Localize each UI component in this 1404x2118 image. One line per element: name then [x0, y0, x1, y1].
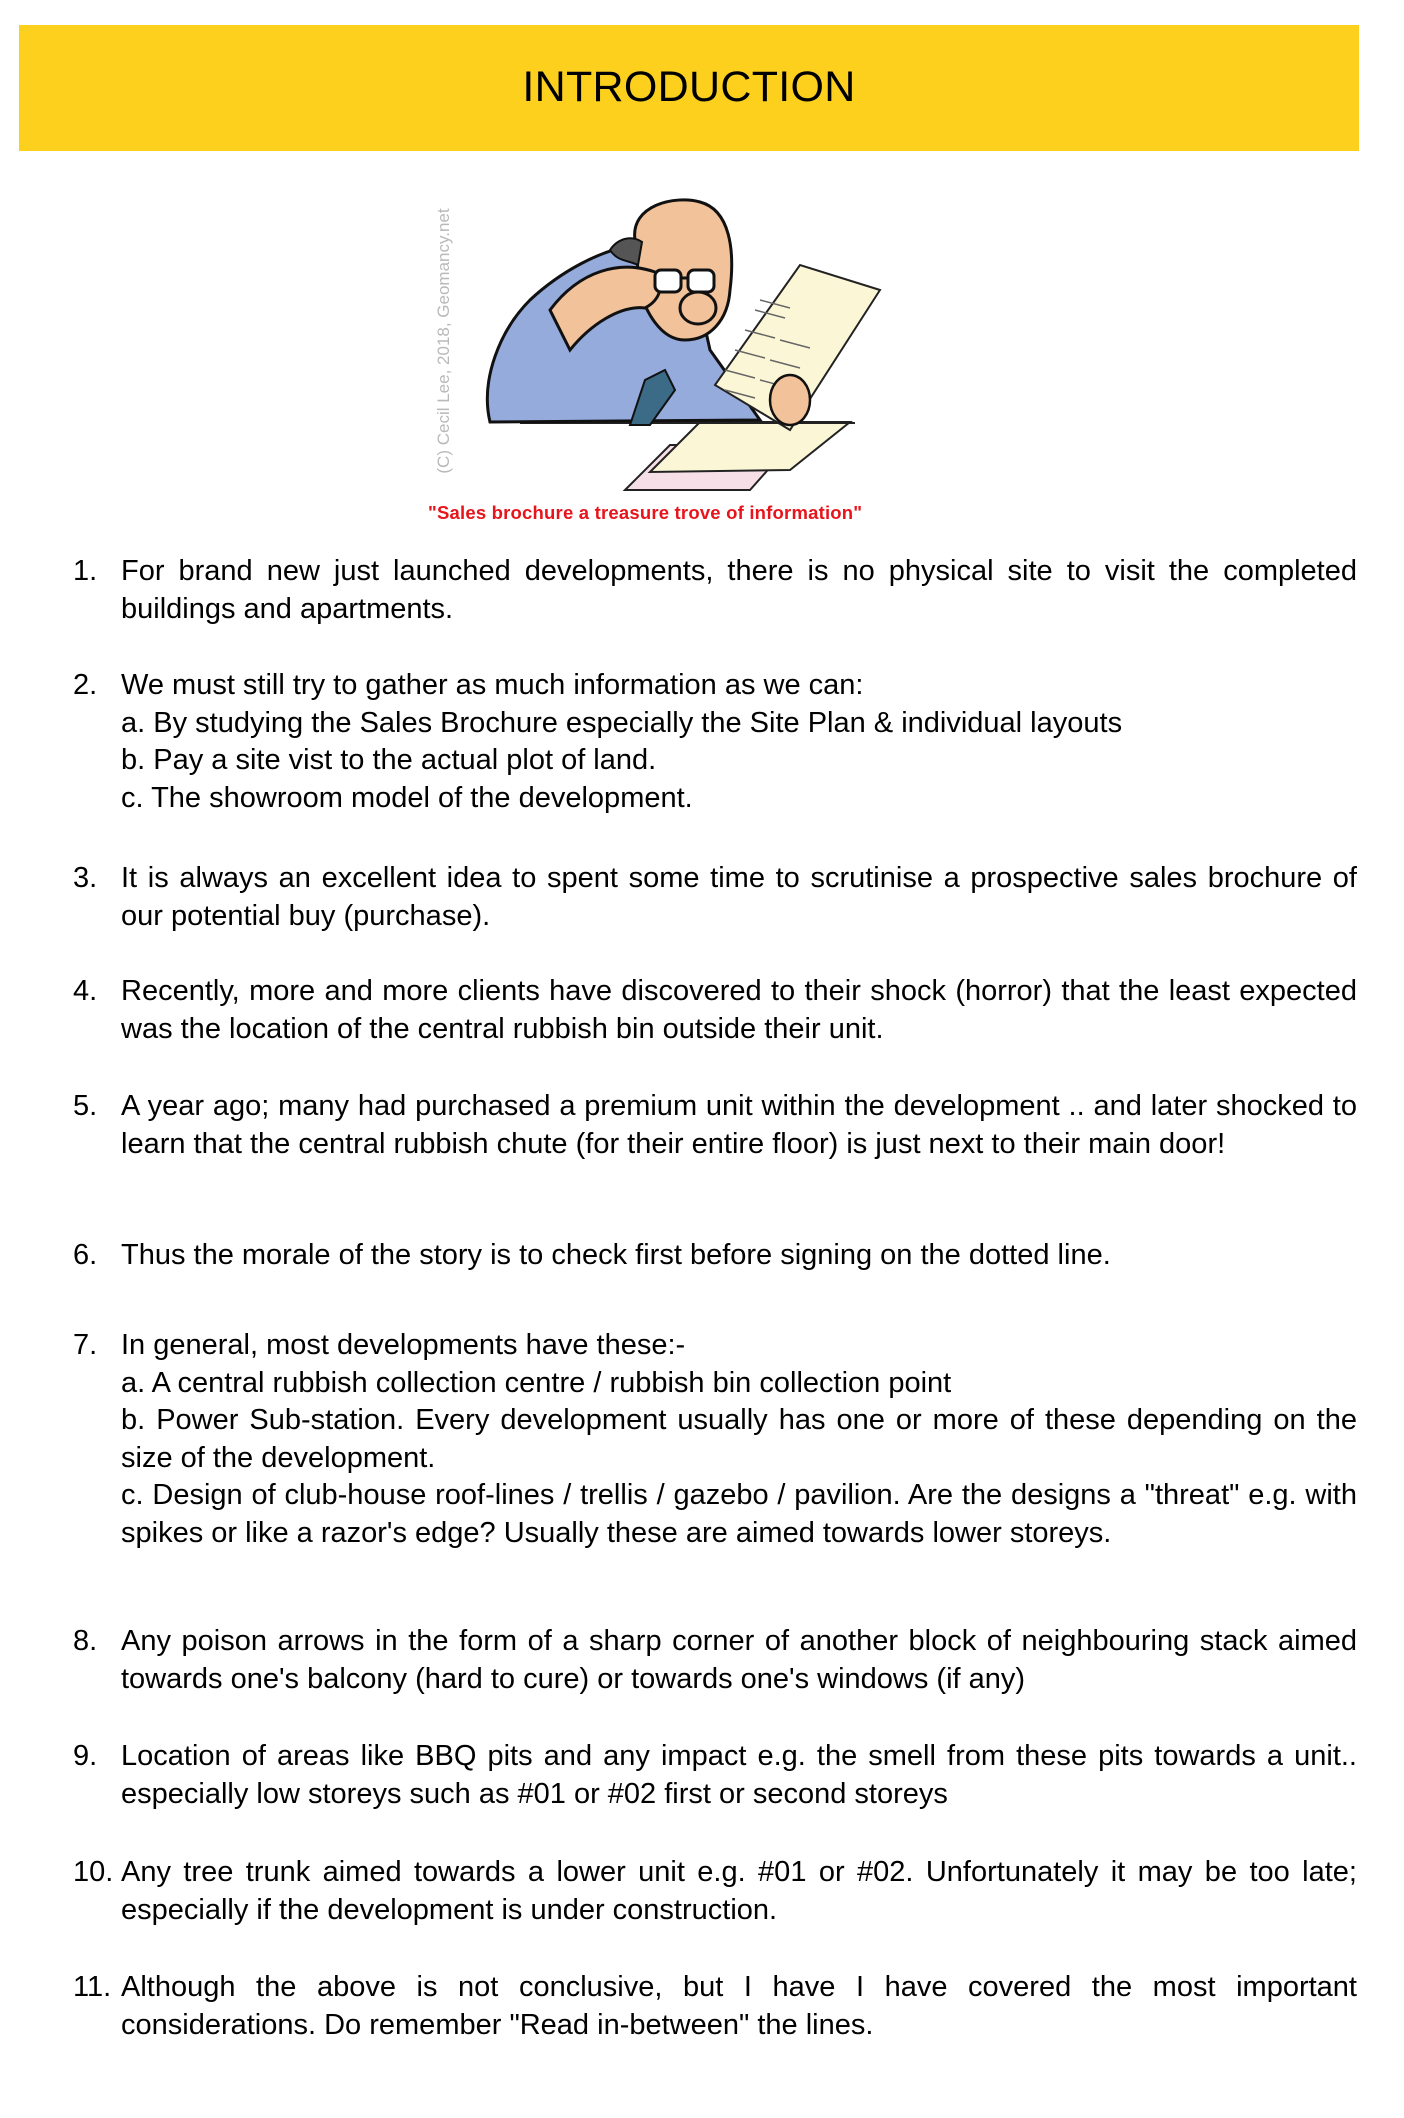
section-header [19, 25, 1359, 151]
figure-caption: "Sales brochure a treasure trove of information" [428, 502, 863, 523]
list-item-number: 8. [73, 1625, 98, 1657]
list-item-text: Although the above is not conclusive, but I have I have covered the most important considerations. Do remember "Read in-between" the lines. [121, 1971, 1357, 2041]
cartoon-man-reading-brochure-image [460, 190, 920, 500]
list-item [73, 1623, 1357, 1698]
hand [770, 375, 810, 425]
list-item-number: 3. [73, 862, 98, 894]
sub-item: c. Design of club-house roof-lines / trellis / gazebo / pavilion. Are the designs a "threat" e.g. with spikes or like a razor's edge? Usually these are aimed towards lower storeys. [121, 1479, 1357, 1549]
list-item-number: 11. [73, 1971, 112, 2003]
copyright-watermark [434, 188, 454, 493]
list-item-text: For brand new just launched developments, there is no physical site to visit the completed buildings and apartments. [121, 555, 1357, 625]
list-item-number: 10. [73, 1856, 114, 1888]
list-item-number: 9. [73, 1740, 98, 1772]
table-paper [650, 422, 850, 472]
glasses-lens-left [655, 270, 681, 292]
list-item-number: 5. [73, 1090, 98, 1122]
sub-item: a. A central rubbish collection centre / rubbish bin collection point [121, 1366, 952, 1399]
list-item-number: 6. [73, 1239, 98, 1271]
list-item-number: 7. [73, 1329, 98, 1361]
list-item-number: 1. [73, 555, 98, 587]
page-title: INTRODUCTION [522, 62, 856, 111]
list-item-text: Any poison arrows in the form of a sharp corner of another block of neighbouring stack aimed towards one's balcony (hard to cure) or towards one's windows (if any) [121, 1625, 1357, 1695]
illustration-figure [420, 180, 960, 530]
list-item-number: 4. [73, 975, 98, 1007]
nose [680, 292, 716, 324]
list-item-text: It is always an excellent idea to spent some time to scrutinise a prospective sales brochure of our potential buy (purchase). [121, 862, 1357, 932]
list-item-text: We must still try to gather as much information as we can: [121, 669, 864, 701]
list-item-text: Location of areas like BBQ pits and any impact e.g. the smell from these pits towards a unit.. especially low storeys such as #01 or #02 first or second storeys [121, 1740, 1357, 1810]
sub-item: a. By studying the Sales Brochure especially the Site Plan & individual layouts [121, 706, 1123, 739]
sub-item: b. Pay a site vist to the actual plot of land. [121, 744, 657, 777]
list-item-text: In general, most developments have these:- [121, 1329, 686, 1361]
list-item-text: A year ago; many had purchased a premium unit within the development .. and later shocked to learn that the central rubbish chute (for their entire floor) is just next to their main door! [121, 1090, 1357, 1160]
list-item [73, 1969, 1357, 2044]
sub-item: c. The showroom model of the development. [121, 781, 693, 814]
sub-item: b. Power Sub-station. Every development usually has one or more of these depending on the size of the development. [121, 1404, 1357, 1474]
list-item [73, 1088, 1357, 1163]
glasses-lens-right [688, 270, 714, 292]
list-item [73, 860, 1357, 935]
list-item [73, 973, 1357, 1048]
list-item-text: Recently, more and more clients have discovered to their shock (horror) that the least expected was the location of the central rubbish bin outside their unit. [121, 975, 1357, 1045]
watermark-text: (C) Cecil Lee, 2018, Geomancy.net [434, 207, 453, 474]
list-item [73, 1854, 1357, 1929]
list-item-text: Thus the morale of the story is to check first before signing on the dotted line. [121, 1239, 1111, 1271]
list-item [73, 1738, 1357, 1813]
list-item [73, 553, 1357, 628]
list-item-number: 2. [73, 669, 98, 701]
list-item [73, 1327, 1357, 1553]
list-item [73, 1237, 1357, 1275]
list-item [73, 667, 1357, 817]
list-item-text: Any tree trunk aimed towards a lower unit e.g. #01 or #02. Unfortunately it may be too late; especially if the development is under construction. [121, 1856, 1357, 1926]
